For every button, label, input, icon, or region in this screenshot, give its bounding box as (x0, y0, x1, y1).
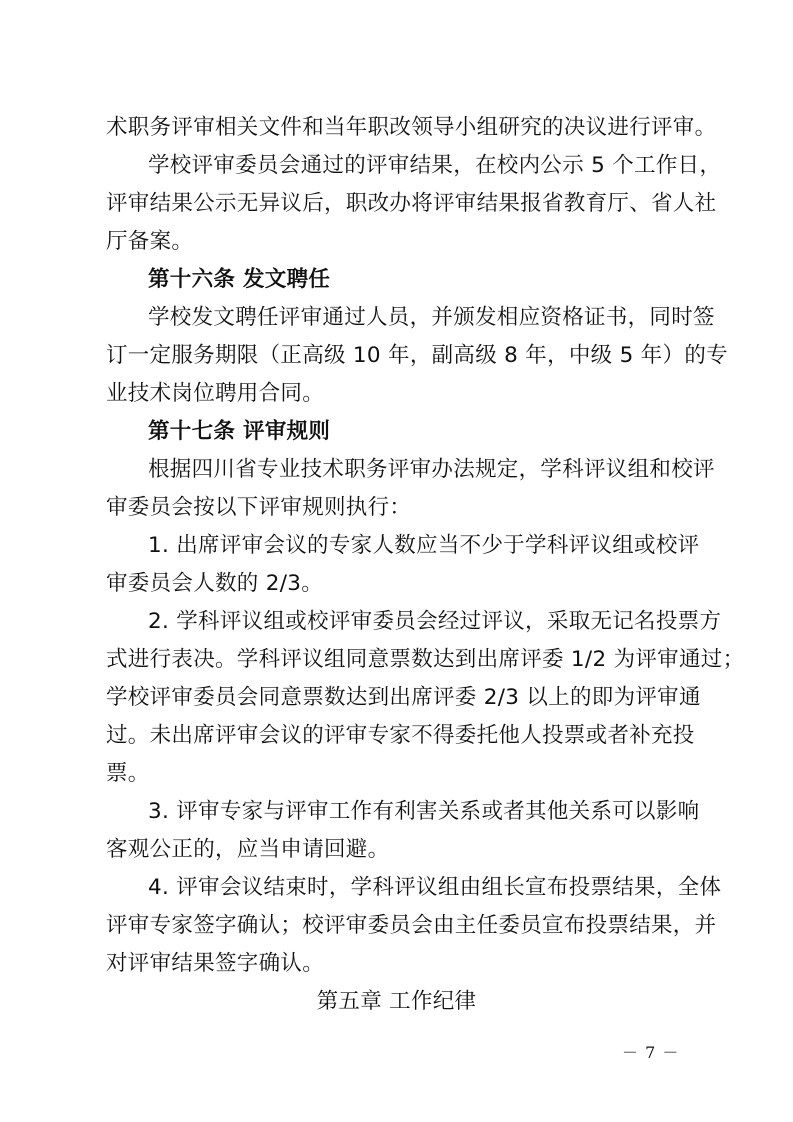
paragraph-line: 厅备案。 (106, 229, 194, 254)
page-number: － 7 － (622, 1043, 680, 1062)
paragraph-line: 过。未出席评审会议的评审专家不得委托他人投票或者补充投 (106, 723, 695, 748)
paragraph-line: 3. 评审专家与评审工作有利害关系或者其他关系可以影响 (148, 799, 700, 824)
article-heading: 第十六条 发文聘任 (148, 267, 331, 292)
paragraph-line: 学校评审委员会通过的评审结果，在校内公示 5 个工作日， (148, 153, 722, 178)
paragraph-line: 4. 评审会议结束时，学科评议组由组长宣布投票结果，全体 (148, 875, 722, 900)
paragraph-line: 术职务评审相关文件和当年职改领导小组研究的决议进行评审。 (106, 115, 717, 140)
paragraph-line: 学校发文聘任评审通过人员，并颁发相应资格证书，同时签 (148, 305, 715, 330)
paragraph-line: 评审专家签字确认；校评审委员会由主任委员宣布投票结果，并 (106, 913, 717, 938)
paragraph-line: 订一定服务期限（正高级 10 年，副高级 8 年，中级 5 年）的专 (106, 343, 728, 368)
article-heading: 第十七条 评审规则 (148, 419, 331, 444)
paragraph-line: 2. 学科评议组或校评审委员会经过评议，采取无记名投票方 (148, 609, 722, 634)
paragraph-line: 根据四川省专业技术职务评审办法规定，学科评议组和校评 (148, 457, 715, 482)
paragraph-line: 票。 (106, 761, 150, 786)
paragraph-line: 审委员会人数的 2/3。 (106, 571, 324, 596)
paragraph-line: 对评审结果签字确认。 (106, 951, 325, 976)
chapter-heading: 第五章 工作纪律 (316, 989, 477, 1014)
paragraph-line: 审委员会按以下评审规则执行： (106, 495, 412, 520)
paragraph-line: 1. 出席评审会议的专家人数应当不少于学科评议组或校评 (148, 533, 700, 558)
paragraph-line: 学校评审委员会同意票数达到出席评委 2/3 以上的即为评审通 (106, 685, 701, 710)
paragraph-line: 客观公正的，应当申请回避。 (106, 837, 390, 862)
paragraph-line: 评审结果公示无异议后，职改办将评审结果报省教育厅、省人社 (106, 191, 717, 216)
paragraph-line: 式进行表决。学科评议组同意票数达到出席评委 1/2 为评审通过； (106, 647, 745, 672)
paragraph-line: 业技术岗位聘用合同。 (106, 381, 325, 406)
